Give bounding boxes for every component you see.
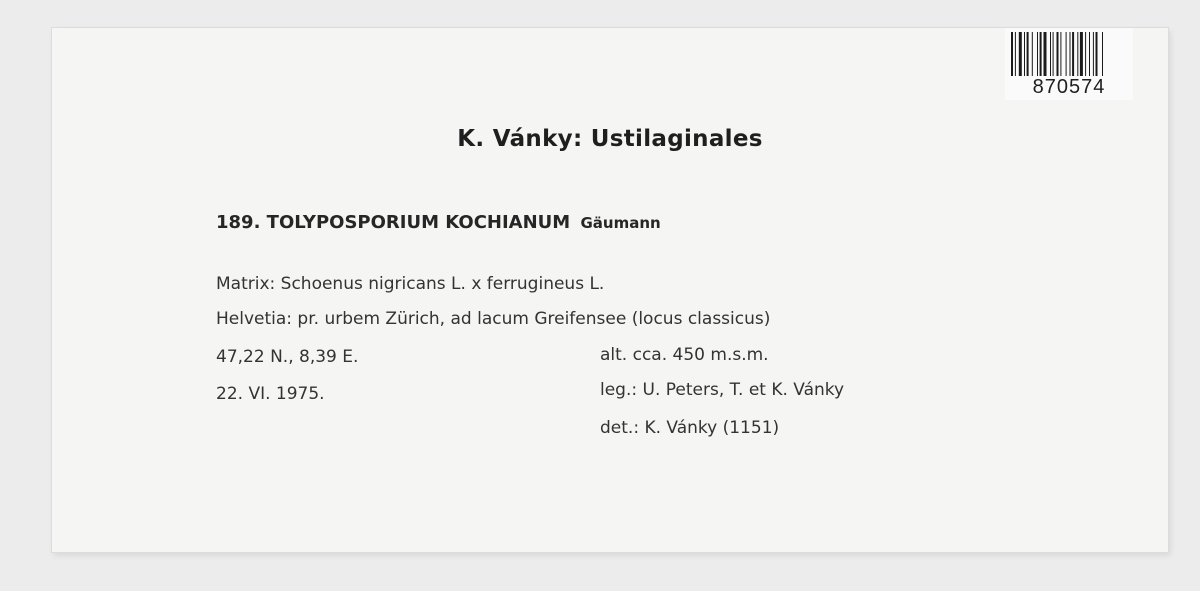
barcode-bars xyxy=(1011,32,1127,76)
coordinates-line: 47,22 N., 8,39 E. xyxy=(216,347,359,367)
locality-line: Helvetia: pr. urbem Zürich, ad lacum Greifensee (locus classicus) xyxy=(216,309,771,329)
collection-title: K. Vánky: Ustilaginales xyxy=(457,126,763,152)
matrix-line: Matrix: Schoenus nigricans L. x ferrugineus L. xyxy=(216,274,605,294)
species-name: 189. TOLYPOSPORIUM KOCHIANUM xyxy=(216,212,571,233)
legit-line: leg.: U. Peters, T. et K. Vánky xyxy=(600,380,845,400)
species-author: Gäumann xyxy=(580,214,661,232)
determinavit-line: det.: K. Vánky (1151) xyxy=(600,418,780,438)
barcode-number: 870574 xyxy=(1032,76,1106,98)
species-heading xyxy=(216,212,661,233)
altitude-line: alt. cca. 450 m.s.m. xyxy=(600,345,769,365)
barcode xyxy=(1005,28,1133,100)
date-line: 22. VI. 1975. xyxy=(216,384,325,404)
